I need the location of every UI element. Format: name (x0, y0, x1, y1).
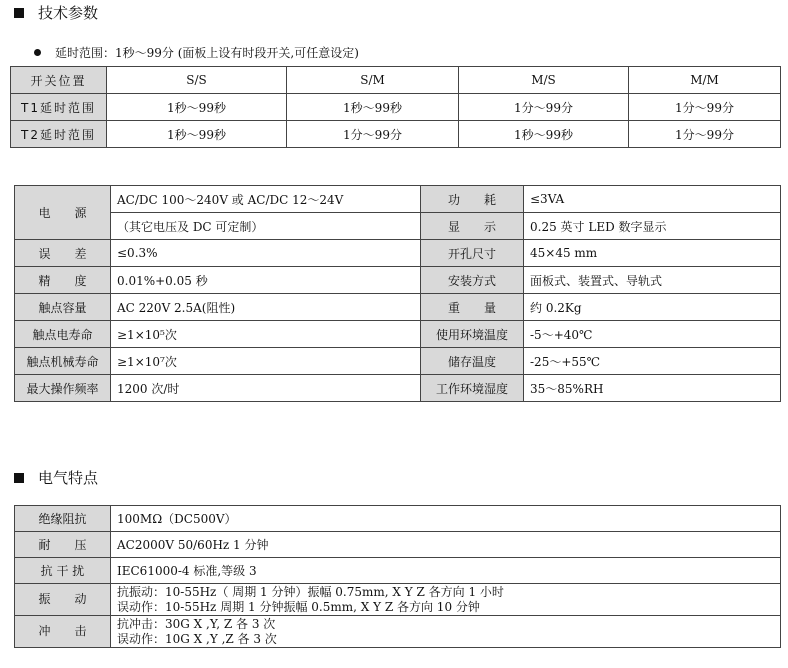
weight-value: 约 0.2Kg (524, 294, 781, 321)
table-row (15, 267, 781, 294)
table-cell: 1秒～99秒 (287, 94, 459, 121)
shock-value-2: 误动作：10G X ,Y ,Z 各 3 次 (117, 631, 277, 646)
table-row (15, 616, 781, 648)
accuracy-value: 0.01%+0.05 秒 (111, 267, 421, 294)
row-label: T1延时范围 (11, 94, 107, 121)
row-label: T2延时范围 (11, 121, 107, 148)
env-temp-label: 使用环境温度 (421, 321, 524, 348)
mechanical-life-label: 触点机械寿命 (15, 348, 111, 375)
max-freq-label: 最大操作频率 (15, 375, 111, 402)
insulation-label: 绝缘阻抗 (15, 506, 111, 532)
electrical-table (14, 505, 781, 648)
table-row (15, 375, 781, 402)
power-label: 电 源 (15, 186, 111, 240)
shock-value (111, 616, 781, 648)
error-label: 误 差 (15, 240, 111, 267)
header-cell: S/S (107, 67, 287, 94)
humidity-label: 工作环境湿度 (421, 375, 524, 402)
shock-label: 冲 击 (15, 616, 111, 648)
table-row (15, 240, 781, 267)
hole-value: 45×45 mm (524, 240, 781, 267)
mount-value: 面板式、装置式、导轨式 (524, 267, 781, 294)
vibration-label: 振 动 (15, 584, 111, 616)
interference-label: 抗 干 扰 (15, 558, 111, 584)
section-title-electrical (14, 467, 98, 488)
table-row (11, 67, 781, 94)
interference-value: IEC61000-4 标准,等级 3 (111, 558, 781, 584)
table-row (15, 558, 781, 584)
table-cell: 1分～99分 (629, 94, 781, 121)
vibration-value-2: 误动作：10-55Hz 周期 1 分钟振幅 0.5mm, X Y Z 各方向 10 分钟 (117, 599, 480, 614)
error-value: ≤0.3% (111, 240, 421, 267)
mechanical-life-value: ≥1×10⁷次 (111, 348, 421, 375)
header-cell: 开关位置 (11, 67, 107, 94)
square-bullet-icon (14, 473, 24, 483)
header-cell: M/M (629, 67, 781, 94)
table-cell: 1分～99分 (629, 121, 781, 148)
display-value: 0.25 英寸 LED 数字显示 (524, 213, 781, 240)
weight-label: 重 量 (421, 294, 524, 321)
table-row (15, 348, 781, 375)
storage-temp-label: 储存温度 (421, 348, 524, 375)
header-cell: S/M (287, 67, 459, 94)
square-bullet-icon (14, 8, 24, 18)
vibration-value (111, 584, 781, 616)
insulation-value: 100MΩ（DC500V） (111, 506, 781, 532)
storage-temp-value: -25～+55℃ (524, 348, 781, 375)
table-row (11, 94, 781, 121)
table-row (15, 186, 781, 213)
consumption-label: 功 耗 (421, 186, 524, 213)
humidity-value: 35～85%RH (524, 375, 781, 402)
table-row (15, 584, 781, 616)
delay-range-note (34, 44, 359, 61)
electrical-life-label: 触点电寿命 (15, 321, 111, 348)
table-row (15, 532, 781, 558)
mount-label: 安装方式 (421, 267, 524, 294)
contact-capacity-label: 触点容量 (15, 294, 111, 321)
consumption-value: ≤3VA (524, 186, 781, 213)
section-title-tech-params (14, 2, 98, 23)
contact-capacity-value: AC 220V 2.5A(阻性) (111, 294, 421, 321)
section-title-text: 技术参数 (38, 4, 99, 22)
max-freq-value: 1200 次/时 (111, 375, 421, 402)
display-label: 显 示 (421, 213, 524, 240)
power-value-2: （其它电压及 DC 可定制） (111, 213, 421, 240)
hole-label: 开孔尺寸 (421, 240, 524, 267)
table-cell: 1秒～99秒 (107, 94, 287, 121)
header-cell: M/S (459, 67, 629, 94)
table-row (11, 121, 781, 148)
withstand-label: 耐 压 (15, 532, 111, 558)
table-cell: 1分～99分 (459, 94, 629, 121)
table-cell: 1秒～99秒 (107, 121, 287, 148)
electrical-life-value: ≥1×10⁵次 (111, 321, 421, 348)
shock-value-1: 抗冲击：30G X ,Y, Z 各 3 次 (117, 616, 276, 631)
accuracy-label: 精 度 (15, 267, 111, 294)
table-cell: 1分～99分 (287, 121, 459, 148)
vibration-value-1: 抗振动：10-55Hz（ 周期 1 分钟）振幅 0.75mm, X Y Z 各方向 1 小时 (117, 584, 504, 599)
table-cell: 1秒～99秒 (459, 121, 629, 148)
table-row (15, 294, 781, 321)
power-value-1: AC/DC 100～240V 或 AC/DC 12～24V (111, 186, 421, 213)
table-row (15, 213, 781, 240)
env-temp-value: -5～+40℃ (524, 321, 781, 348)
note-text: 延时范围：1秒～99分 (面板上设有时段开关,可任意设定) (55, 46, 359, 60)
spec-table (14, 185, 781, 402)
table-row (15, 321, 781, 348)
section-title-text: 电气特点 (38, 469, 99, 487)
timing-table (10, 66, 781, 148)
withstand-value: AC2000V 50/60Hz 1 分钟 (111, 532, 781, 558)
bullet-dot-icon (34, 49, 41, 56)
table-row (15, 506, 781, 532)
